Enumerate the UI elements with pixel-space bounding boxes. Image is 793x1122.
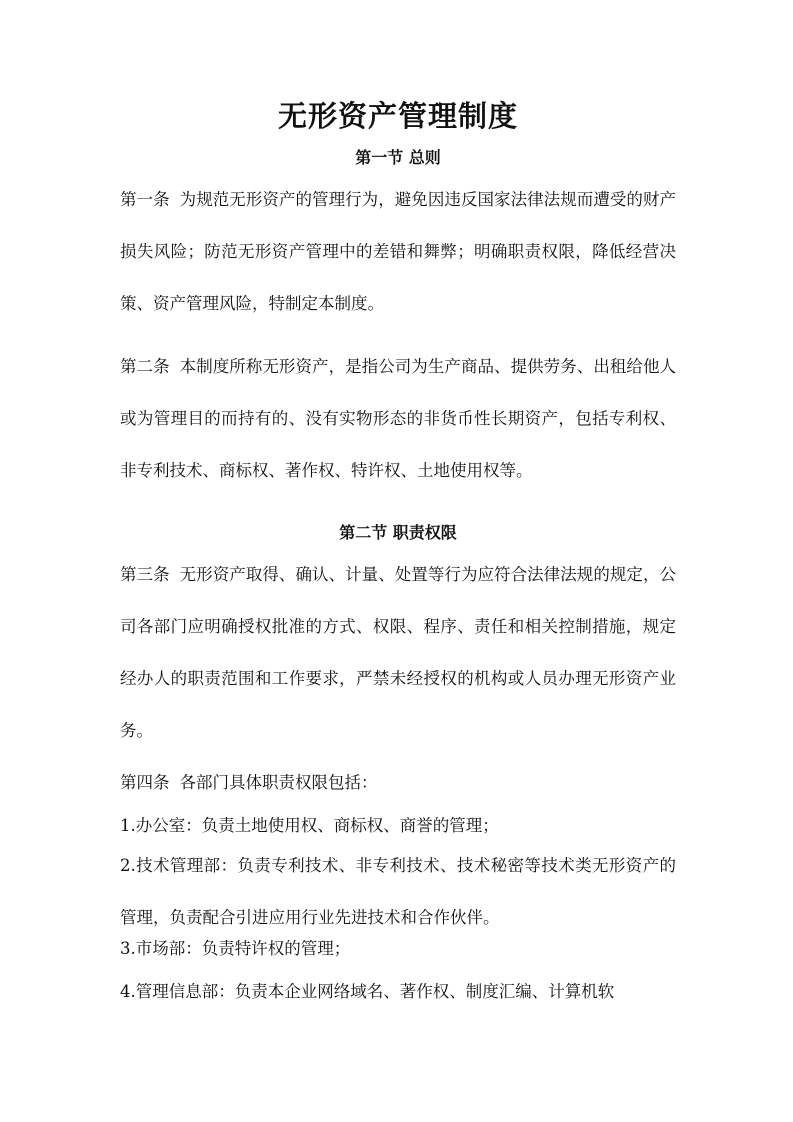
article-text: 各部门具体职责权限包括： bbox=[179, 773, 378, 792]
article-text: 本制度所称无形资产，是指公司为生产商品、提供劳务、出租给他人或为管理目的而持有的、没有实物形态的非货币性长期资产，包括专利权、非专利技术、商标权、著作权、特许权、土地使用权等。 bbox=[120, 357, 676, 480]
document-title: 无形资产管理制度 bbox=[277, 99, 518, 133]
article-3 bbox=[120, 549, 676, 757]
article-text: 为规范无形资产的管理行为，避免因违反国家法律法规而遭受的财产损失风险；防范无形资产管理中的差错和舞弊；明确职责权限，降低经营决策、资产管理风险，特制定本制度。 bbox=[120, 190, 676, 313]
article-label: 第三条 bbox=[120, 565, 170, 584]
section-heading-general: 第一节 总则 bbox=[355, 148, 441, 167]
list-item-market-dept: 3.市场部：负责特许权的管理； bbox=[120, 939, 351, 958]
article-label: 第四条 bbox=[120, 773, 170, 792]
article-1 bbox=[120, 174, 676, 330]
article-label: 第二条 bbox=[120, 357, 170, 376]
article-2 bbox=[120, 341, 676, 497]
article-text: 无形资产取得、确认、计量、处置等行为应符合法律法规的规定，公司各部门应明确授权批准的方式、权限、程序、责任和相关控制措施，规定经办人的职责范围和工作要求，严禁未经授权的机构或人员办理无形资产业务。 bbox=[120, 565, 676, 740]
article-label: 第一条 bbox=[120, 190, 170, 209]
article-4 bbox=[120, 771, 676, 795]
list-item-info-dept: 4.管理信息部：负责本企业网络域名、著作权、制度汇编、计算机软 bbox=[120, 982, 615, 1001]
list-item-office: 1.办公室：负责土地使用权、商标权、商誉的管理； bbox=[120, 816, 499, 835]
section-heading-duties: 第二节 职责权限 bbox=[339, 523, 457, 542]
list-item-tech-dept: 2.技术管理部：负责专利技术、非专利技术、技术秘密等技术类无形资产的管理，负责配合引进应用行业先进技术和合作伙伴。 bbox=[120, 856, 676, 927]
